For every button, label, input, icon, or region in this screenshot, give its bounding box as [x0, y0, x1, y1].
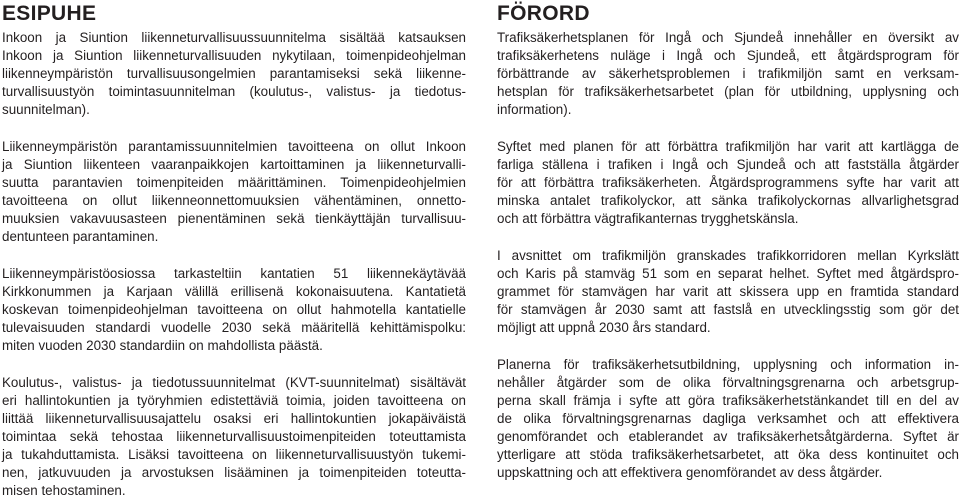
paragraph-line: muuksien vakavuusasteen pienentäminen sekä tienkäyttäjän turvallisuu-: [2, 211, 466, 226]
paragraph-line: toimintaa sekä tehostaa liikenneturvallisuustoimenpiteiden toteuttamista: [2, 429, 466, 444]
paragraph-line: liikenneympäristön turvallisuusongelmien parantamiseksi sekä liikenne-: [2, 66, 466, 81]
swedish-preface-body: [497, 29, 959, 482]
paragraph-line: koskevan toimenpideohjelman tavoitteena on ollut hahmotella kantatielle: [2, 302, 466, 317]
paragraph-line: dentunteen parantaminen.: [2, 229, 159, 244]
paragraph-line: och Karis på stamväg 51 som en separat helhet. Syftet med åtgärdspro-: [497, 266, 959, 281]
paragraph-line: turvallisuustyön toimintasuunnitelman (koulutus-, valistus- ja tiedotus-: [2, 84, 466, 99]
paragraph-line: perna skall främja i syfte att göra trafiksäkerhetstänkandet till en del av: [497, 393, 959, 408]
paragraph-line: för stamvägen år 2030 samt att fastslå en utvecklingsstig som gör det: [497, 302, 959, 317]
paragraph-line: eri hallintokuntien ja työryhmien edistettäviä toimia, joiden tavoitteena on: [2, 393, 466, 408]
paragraph-line: ja tukahduttamista. Lisäksi tavoitteena on liikenneturvallisuustyön tukemi-: [2, 447, 466, 462]
paragraph: [2, 29, 466, 119]
finnish-preface-heading: ESIPUHE: [2, 2, 97, 25]
paragraph: [2, 265, 466, 355]
paragraph-line: nen, jatkuvuuden ja arvostuksen lisääminen ja toimenpiteiden toteutta-: [2, 465, 466, 480]
finnish-preface-body: [2, 29, 466, 500]
paragraph: [497, 29, 959, 119]
paragraph: [497, 356, 959, 482]
paragraph-line: för att förbättra trafiksäkerheten. Åtgärdsprogrammens syfte har varit att: [497, 175, 959, 190]
paragraph-line: hetsplan för trafiksäkerhetsarbetet (plan för utbildning, upplysning och: [497, 84, 959, 99]
paragraph-line: suunnitelman).: [2, 102, 90, 117]
paragraph-line: trafiksäkerhetens nuläge i Ingå och Sjundeå, ett åtgärdsprogram för: [497, 48, 959, 63]
paragraph-line: Liikenneympäristön parantamissuunnitelmien tavoitteena on ollut Inkoon: [2, 139, 466, 154]
paragraph: [2, 138, 466, 246]
paragraph-line: suutta parantavien toimenpiteiden määrittäminen. Toimenpideohjelmien: [2, 175, 466, 190]
paragraph-line: misen tehostaminen.: [2, 483, 126, 498]
paragraph-line: möjligt att uppnå 2030 års standard.: [497, 320, 711, 335]
paragraph-line: förbättrande av säkerhetsproblemen i trafikmiljön samt en verksam-: [497, 66, 959, 81]
paragraph-line: de olika förvaltningsgrenarnas dagliga verksamhet och att effektivera: [497, 411, 959, 426]
paragraph-line: nehåller åtgärder som de olika förvaltningsgrenarna och arbetsgrup-: [497, 375, 959, 390]
swedish-preface-column: [497, 0, 959, 482]
paragraph-line: ja Siuntion liikenteen vaaranpaikkojen kartoittaminen ja liikenneturvalli-: [2, 157, 466, 172]
paragraph-line: Koulutus-, valistus- ja tiedotussuunnitelmat (KVT-suunnitelmat) sisältävät: [2, 375, 466, 390]
paragraph-line: I avsnittet om trafikmiljön granskades trafikkorridoren mellan Kyrkslätt: [497, 248, 959, 263]
paragraph-line: information).: [497, 102, 572, 117]
paragraph-line: och att förbättra vägtrafikanternas trygghetskänsla.: [497, 211, 799, 226]
paragraph-line: Syftet med planen för att förbättra trafikmiljön har varit att kartlägga de: [497, 139, 959, 154]
paragraph-line: Liikenneympäristöosiossa tarkasteltiin kantatien 51 liikennekäytävää: [2, 266, 466, 281]
paragraph-line: liittää liikenneturvallisuusajattelu osaksi eri hallintokuntien jokapäiväistä: [2, 411, 466, 426]
paragraph-line: ytterligare att stöda trafiksäkerhetsarbetet, att öka dess kontinuitet och: [497, 447, 959, 462]
paragraph-line: genomförandet och etablerandet av trafiksäkerhetsåtgärderna. Syftet är: [497, 429, 959, 444]
paragraph: [497, 247, 959, 337]
paragraph: [2, 374, 466, 500]
paragraph: [497, 138, 959, 228]
paragraph-line: tulevaisuuden standardi vuodelle 2030 sekä määritellä kehittämispolku:: [2, 320, 466, 335]
paragraph-line: Inkoon ja Siuntion liikenneturvallisuuden nykytilaan, toimenpideohjelman: [2, 48, 466, 63]
finnish-preface-column: [2, 0, 466, 500]
paragraph-line: uppskattning och att effektivera genomförandet av dess åtgärder.: [497, 465, 883, 480]
paragraph-line: tavoitteena on ollut liikenneonnettomuuksien vähentäminen, onnetto-: [2, 193, 466, 208]
swedish-preface-heading: FÖRORD: [497, 2, 590, 25]
paragraph-line: farliga ställena i trafiken i Ingå och Sjundeå och att fastställa åtgärder: [497, 157, 959, 172]
paragraph-line: Inkoon ja Siuntion liikenneturvallisuussuunnitelma sisältää katsauksen: [2, 30, 466, 45]
paragraph-line: Kirkkonummen ja Karjaan välillä erillisenä kokonaisuutena. Kantatietä: [2, 284, 466, 299]
paragraph-line: Planerna för trafiksäkerhetsutbildning, upplysning och information in-: [497, 357, 959, 372]
paragraph-line: minska antalet trafikolyckor, att sänka trafikolyckornas allvarlighetsgrad: [497, 193, 959, 208]
paragraph-line: miten vuoden 2030 standardiin on mahdollista päästä.: [2, 338, 323, 353]
paragraph-line: Trafiksäkerhetsplanen för Ingå och Sjundeå innehåller en översikt av: [497, 30, 959, 45]
paragraph-line: grammet för stamvägen har varit att skissera upp en framtida standard: [497, 284, 959, 299]
